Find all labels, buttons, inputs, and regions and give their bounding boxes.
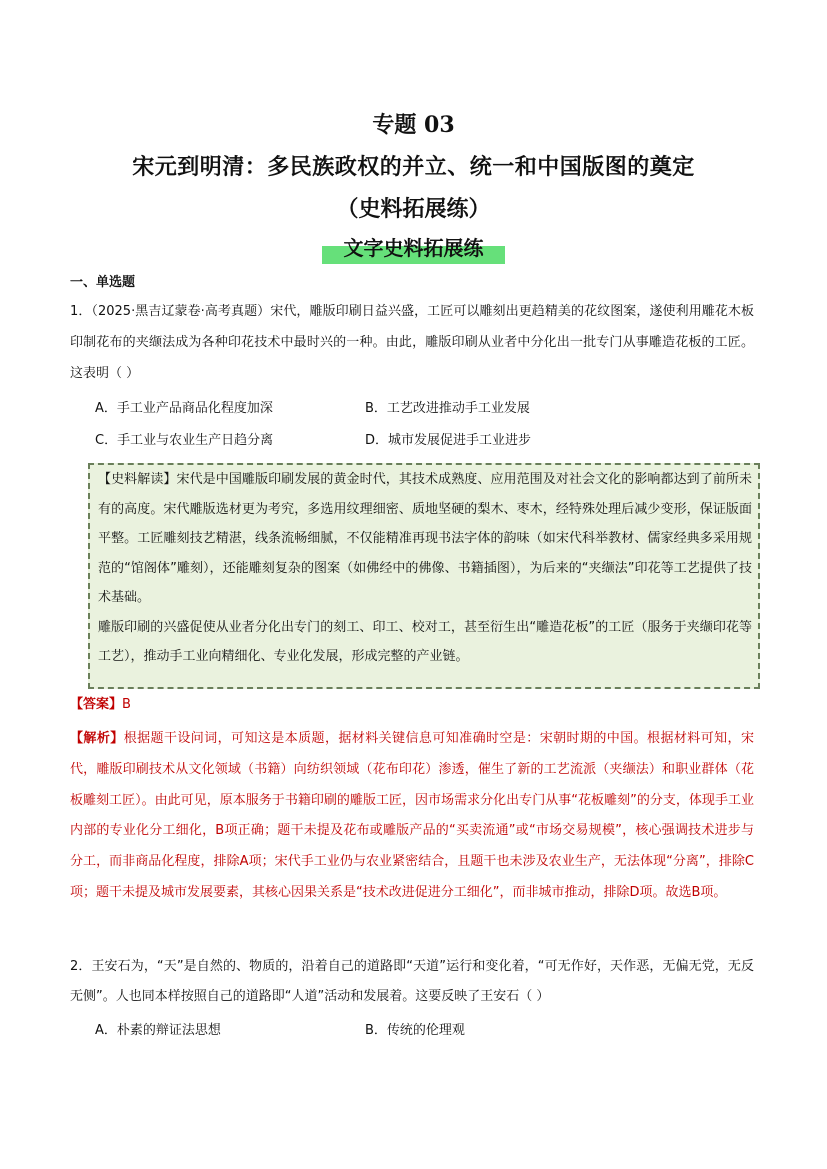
question-1-option-b: B．工艺改进推动手工业发展 [365,401,530,416]
section-heading: 一、单选题 [70,275,136,290]
question-2-option-a: A．朴素的辩证法思想 [95,1023,221,1038]
question-1-stem: 1．（2025·黑吉辽蒙卷·高考真题）宋代，雕版印刷日益兴盛，工匠可以雕刻出更趋精美的花纹图案，遂使利用雕花木板印制花布的夹缬法成为各种印花技术中最时兴的一种。由此，雕版印刷从业者中分化出一批专门从事雕造花板的工匠。这表明（ ） [70,304,754,381]
question-1-option-c: C．手工业与农业生产日趋分离 [95,433,274,448]
analysis-label: 【解析】 [70,731,124,746]
answer-label: 【答案】 [70,697,123,712]
question-1-option-d: D．城市发展促进手工业进步 [365,433,532,448]
topic-subtitle: （史料拓展练） [336,196,491,222]
answer-value: B [122,697,131,712]
material-paragraph-2: 雕版印刷的兴盛促使从业者分化出专门的刻工、印工、校对工，甚至衍生出“雕造花板”的工匠（服务于夹缬印花等工艺），推动手工业向精细化、专业化发展，形成完整的产业链。 [98,619,752,664]
question-1-analysis [70,724,754,909]
material-label: 【史料解读】 [98,472,177,487]
analysis-text: 根据题干设问词，可知这是本质题，据材料关键信息可知准确时空是：宋朝时期的中国。根据材料可知，宋代，雕版印刷技术从文化领域（书籍）向纺织领域（花布印花）渗透，催生了新的工艺流派（夹缬法）和职业群体（花板雕刻工匠）。由此可见，原本服务于书籍印刷的雕版工匠，因市场需求分化出专门从事“花板雕刻”的分支，体现手工业内部的专业化分工细化，B项正确；题干未提及花布或雕版产品的“买卖流通”或“市场交易规模”，核心强调技术进步与分工，而非商品化程度，排除A项；宋代手工业仍与农业紧密结合，且题干也未涉及农业生产，无法体现“分离”，排除C项；题干未提及城市发展要素，其核心因果关系是“技术改进促进分工细化”，而非城市推动，排除D项。故选B项。 [70,731,754,900]
question-2-stem: 2．王安石为，“天”是自然的、物质的，沿着自己的道路即“天道”运行和变化着，“可无作好，天作恶，无偏无党，无反无侧”。人也同本样按照自己的道路即“人道”活动和发展着。这要反映了王安石（ ） [70,959,754,1004]
material-interpretation-text [98,465,752,672]
question-1-answer [70,695,131,715]
topic-main-title: 宋元到明清：多民族政权的并立、统一和中国版图的奠定 [132,154,695,180]
question-1-option-a: A．手工业产品商品化程度加深 [95,401,273,416]
topic-number-title: 专题 03 [372,112,455,138]
question-2-option-b: B．传统的伦理观 [365,1023,465,1038]
banner-text: 文字史料拓展练 [343,236,484,260]
material-interpretation-box [88,463,760,689]
material-paragraph-1 [98,465,752,613]
section-banner [322,232,505,266]
material-paragraph-1-text: 宋代是中国雕版印刷发展的黄金时代，其技术成熟度、应用范围及对社会文化的影响都达到了前所未有的高度。宋代雕版选材更为考究，多选用纹理细密、质地坚硬的梨木、枣木，经特殊处理后减少变形，保证版面平整。工匠雕刻技艺精湛，线条流畅细腻，不仅能精准再现书法字体的韵味（如宋代科举教材、儒家经典多采用规范的“馆阁体”雕刻），还能雕刻复杂的图案（如佛经中的佛像、书籍插图），为后来的“夹缬法”印花等工艺提供了技术基础。 [98,472,752,605]
